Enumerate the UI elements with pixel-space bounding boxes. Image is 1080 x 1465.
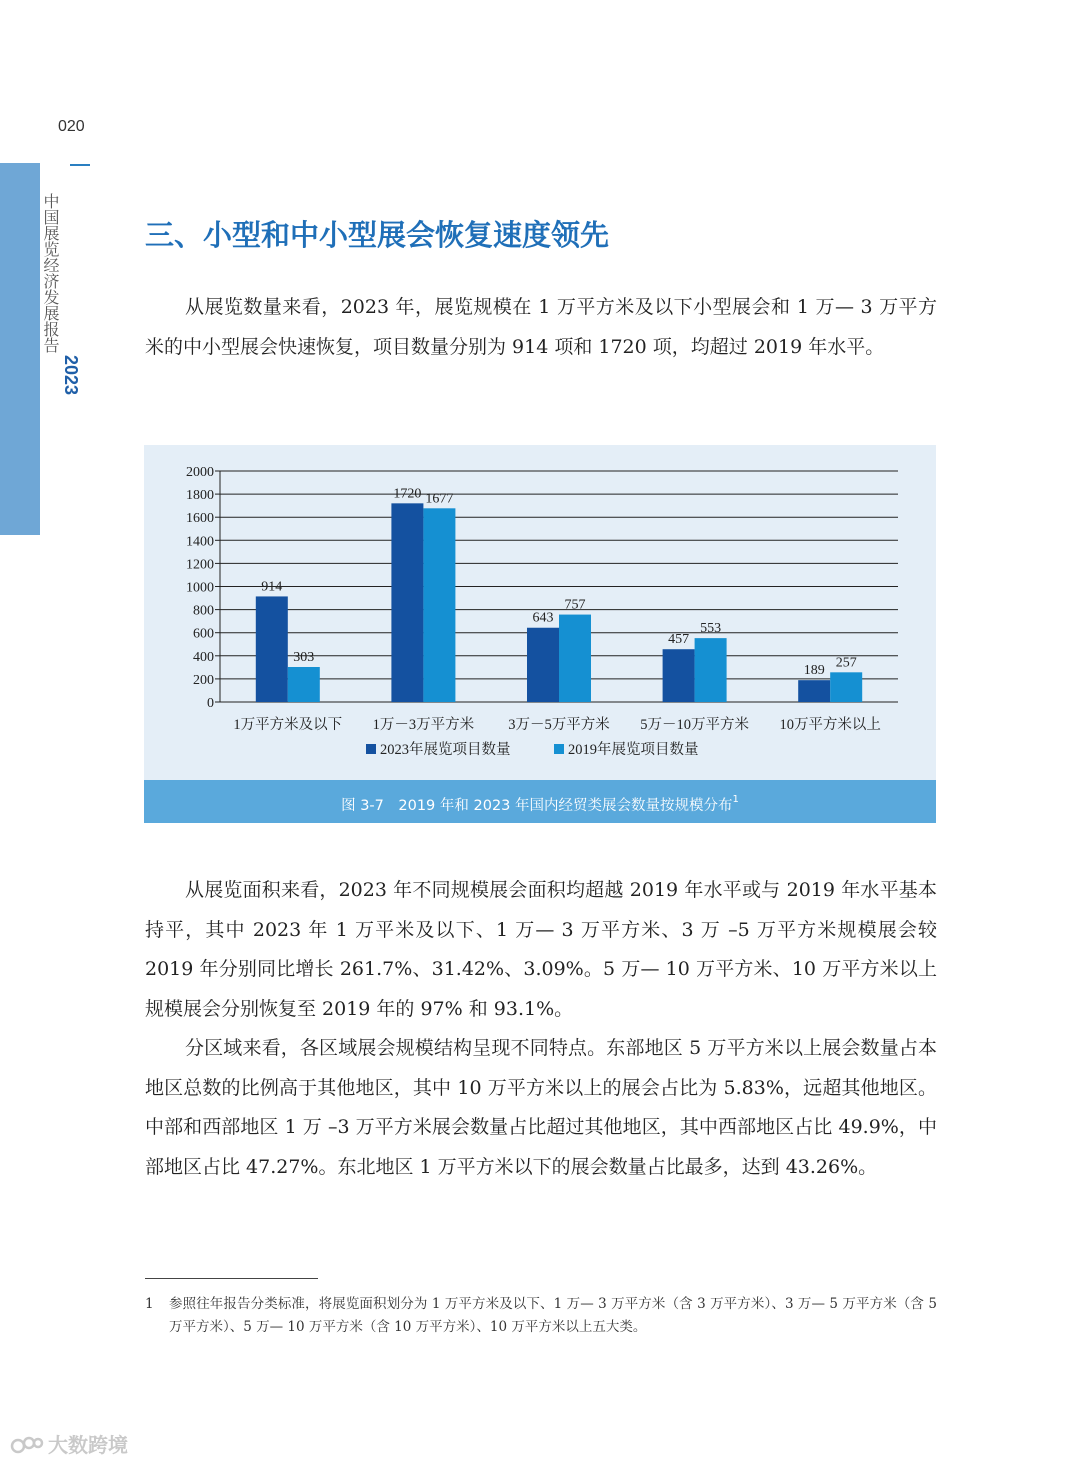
y-tick-label: 0 (207, 696, 214, 711)
bar (527, 628, 559, 702)
y-tick-label: 1200 (186, 557, 214, 573)
x-tick-label: 1万－3万平方米 (372, 717, 475, 733)
watermark-text: 大数跨境 (48, 1433, 128, 1457)
figure-caption (144, 780, 936, 823)
figure-3-7 (144, 445, 936, 823)
bar (288, 667, 320, 702)
data-label: 643 (532, 610, 554, 626)
data-label: 914 (261, 579, 283, 595)
y-tick-label: 1400 (186, 534, 214, 550)
y-tick-label: 1600 (186, 511, 214, 527)
data-label: 1677 (425, 491, 454, 507)
watermark (10, 1429, 128, 1458)
bar (559, 615, 591, 702)
watermark-logo-icon (10, 1434, 44, 1456)
bar-chart (144, 445, 936, 780)
page-number: 020 (58, 118, 85, 135)
paragraph-quantity: 从展览数量来看，2023 年，展览规模在 1 万平方米及以下小型展会和 1 万— 3 万平方米的中小型展会快速恢复，项目数量分别为 914 项和 1720 项，均超过 2019 年水平。 (145, 296, 937, 358)
x-tick-label: 5万－10万平方米 (640, 717, 749, 733)
bar (695, 638, 727, 702)
y-tick-label: 1800 (186, 488, 214, 504)
legend-swatch (554, 744, 564, 754)
y-tick-label: 800 (193, 603, 214, 619)
page-number-rule (70, 164, 90, 166)
bar (663, 649, 695, 702)
y-tick-label: 1000 (186, 580, 214, 596)
data-label: 257 (835, 655, 857, 671)
bar (256, 596, 288, 702)
footnote-rule (145, 1278, 318, 1279)
figure-caption-text: 图 3-7 2019 年和 2023 年国内经贸类展会数量按规模分布 (341, 797, 733, 814)
section-heading: 三、小型和中小型展会恢复速度领先 (145, 218, 610, 252)
figure-caption-note: 1 (732, 794, 739, 805)
y-tick-label: 200 (193, 672, 214, 688)
side-tab (0, 163, 40, 535)
x-tick-label: 10万平方米以上 (779, 717, 881, 733)
legend-swatch (366, 744, 376, 754)
legend-label: 2023年展览项目数量 (380, 742, 511, 758)
data-label: 189 (803, 663, 825, 679)
y-tick-label: 2000 (186, 465, 214, 480)
bar (391, 503, 423, 702)
side-year: 2023 (61, 355, 81, 396)
footnote-number: 1 (145, 1296, 154, 1312)
bar (830, 672, 862, 702)
x-tick-label: 1万平方米及以下 (233, 717, 343, 733)
y-tick-label: 600 (193, 626, 214, 642)
legend-label: 2019年展览项目数量 (568, 742, 699, 758)
footnote-text: 参照往年报告分类标准，将展览面积划分为 1 万平方米及以下、1 万— 3 万平方米（含 3 万平方米）、3 万— 5 万平方米（含 5 万平方米）、5 万— 10 万平方米（含 10 万平方米）、10 万平方米以上五大类。 (169, 1296, 937, 1335)
data-label: 457 (668, 632, 690, 648)
x-tick-label: 3万－5万平方米 (508, 717, 610, 733)
paragraph-area: 从展览面积来看，2023 年不同规模展会面积均超越 2019 年水平或与 2019 年水平基本持平，其中 2023 年 1 万平米及以下、1 万— 3 万平方米、3 万 –5 万平方米规模展会较 2019 年分别同比增长 261.7%、31.42%、3.09%。5 万— 10 万平方米、10 万平方米以上规模展会分别恢复至 2019 年的 97% 和 93.1%。 (145, 879, 937, 1020)
data-label: 757 (564, 597, 586, 613)
paragraph-region: 分区域来看，各区域展会规模结构呈现不同特点。东部地区 5 万平方米以上展会数量占本地区总数的比例高于其他地区，其中 10 万平方米以上的展会占比为 5.83%，远超其他地区。中部和西部地区 1 万 –3 万平方米展会数量占比超过其他地区，其中西部地区占比 49.9%，中部地区占比 47.27%。东北地区 1 万平方米以下的展会数量占比最多，达到 43.26%。 (145, 1037, 937, 1178)
data-label: 553 (700, 621, 722, 637)
data-label: 1720 (393, 486, 422, 502)
side-title: 中国展览经济发展报告 (41, 193, 60, 353)
y-tick-label: 400 (193, 649, 214, 665)
bar (423, 508, 455, 702)
data-label: 303 (293, 650, 315, 666)
bar (798, 680, 830, 702)
